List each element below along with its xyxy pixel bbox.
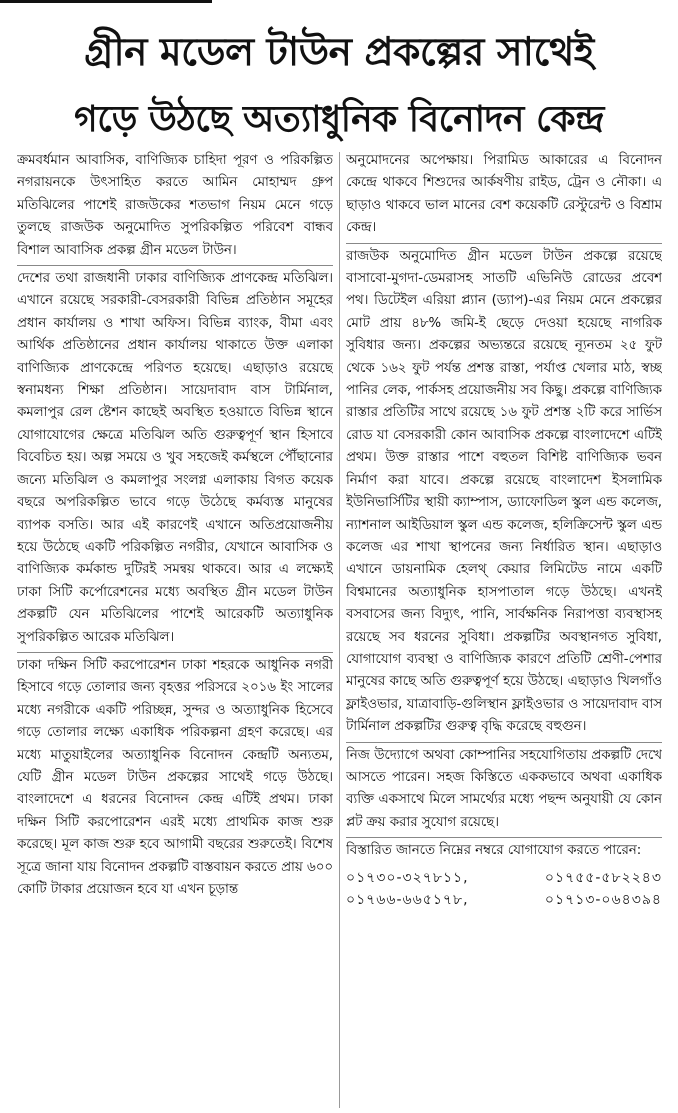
paragraph: ঢাকা দক্ষিন সিটি করপোরেশন ঢাকা শহরকে আধুনিক নগরী হিসাবে গড়ে তোলার জন্য বৃহত্তর পরিসরে ২০১৬ ইং সালের মধ্যে নগরীকে একটি পরিচ্ছন্ন, সুন্দর ও অত্যাধুনিক হিসেবে গড়ে তোলার লক্ষ্যে একাধিক পরিকল্পনা গ্রহণ করেছে। এর মধ্যে মাতুয়াইলের অত্যাধুনিক বিনোদন কেন্দ্রটি অন্যতম, যেটি গ্রীন মডেল টাউন প্রকল্পের সাথেই গড়ে উঠছে। বাংলাদেশে এ ধরনের বিনোদন কেন্দ্র এটিই প্রথম। ঢাকা দক্ষিন সিটি করপোরেশন এরই মধ্যে প্রাথমিক কাজ শুরু করেছে। মূল কাজ শুরু হবে আগামী বছরের শুরুতেই। বিশেষ সূত্রে জানা যায় বিনোদন প্রকল্পটি বাস্তবায়ন করতে প্রায় ৬০০ কোটি টাকার প্রয়োজন হবে যা এখন চূড়ান্ত bbox=[17, 652, 333, 901]
phone-row bbox=[346, 889, 662, 911]
paragraph: রাজউক অনুমোদিত গ্রীন মডেল টাউন প্রকল্পে রয়েছে বাসাবো-মুগদা-ডেমরাসহ সাতটি এভিনিউ রোডের প্রবেশ পথ। ডিটেইল এরিয়া প্ল্যান (ড্যাপ)-এর নিয়ম মেনে প্রকল্পের মোট প্রায় ৪৮% জমি-ই ছেড়ে দেওয়া হয়েছে নাগরিক সুবিধার জন্য। প্রকল্পের অভ্যন্তরে রয়েছে ন্যূনতম ২৫ ফুট থেকে ১৬২ ফুট পর্যন্ত প্রশস্ত রাস্তা, পর্যাপ্ত খেলার মাঠ, স্বচ্ছ পানির লেক, পার্কসহ প্রয়োজনীয় সব কিছু। প্রকল্পে বাণিজ্যিক রাস্তার প্রতিটির সাথে রয়েছে ১৬ ফুট প্রশস্ত ২টি করে সার্ভিস রোড যা বেসরকারী কোন আবাসিক প্রকল্পে বাংলাদেশে এটিই প্রথম। উক্ত রাস্তার পাশে বহুতল বিশিষ্ট বাণিজ্যিক ভবন নির্মাণ করা যাবে। প্রকল্পে রয়েছে বাংলাদেশ ইসলামিক ইউনিভার্সিটির স্থায়ী ক্যাম্পাস, ড্যাফোডিল স্কুল এন্ড কলেজ, ন্যাশনাল আইডিয়াল স্কুল এন্ড কলেজ, হলিক্রিসেন্ট স্কুল এন্ড কলেজ এর শাখা স্থাপনের জন্য নির্ধারিত স্থান। এছাড়াও এখানে ডায়নামিক হেলথ্ কেয়ার লিমিটেড নামে একটি বিশ্বমানের অত্যাধুনিক হাসপাতাল গড়ে উঠছে। এখনই বসবাসের জন্য বিদ্যুৎ, পানি, সার্বক্ষনিক নিরাপত্তা ব্যবস্থাসহ রয়েছে সব ধরনের সুবিধা। প্রকল্পটির অবস্থানগত সুবিধা, যোগাযোগ ব্যবস্থা ও বাণিজ্যিক কারণে প্রতিটি শ্রেণী-পেশার মানুষের কাছে অতি গুরুত্বপূর্ণ হয়ে উঠছে। এছাড়াও খিলগাঁও ফ্লাইওভার, যাত্রাবাড়ি-গুলিস্থান ফ্লাইওভার ও সায়েদাবাদ বাস টার্মিনাল প্রকল্পটির গুরুত্ব বৃদ্ধি করেছে বহুগুন। bbox=[346, 243, 662, 739]
headline-line-1: গ্রীন মডেল টাউন প্রকল্পের সাথেই bbox=[84, 30, 594, 75]
phone-number: ০১৭৬৬-৬৬৫১৭৮, bbox=[346, 892, 469, 908]
right-column bbox=[346, 150, 662, 1110]
phone-list bbox=[346, 867, 662, 912]
phone-number: ০১৭৫৫-৫৮২২৪৩ bbox=[544, 869, 662, 886]
column-divider bbox=[339, 152, 340, 1108]
headline-line-2: গড়ে উঠছে অত্যাধুনিক বিনোদন কেন্দ্র bbox=[74, 99, 604, 140]
phone-number: ০১৭৩০-৩২৭৮১১, bbox=[346, 869, 469, 886]
left-column bbox=[17, 150, 333, 1110]
phone-row bbox=[346, 867, 662, 889]
top-rule bbox=[0, 0, 212, 3]
paragraph: অনুমোদনের অপেক্ষায়। পিরামিড আকারের এ বিনোদন কেন্দ্রে থাকবে শিশুদের আর্কষণীয় রাইড, ট্রেন ও নৌকা। এ ছাড়াও থাকবে ভাল মানের বেশ কয়েকটি রেস্টুরেন্ট ও বিশ্রাম কেন্দ্র। bbox=[346, 153, 662, 236]
contact-intro: বিস্তারিত জানতে নিম্নের নম্বরে যোগাযোগ করতে পারেন: bbox=[346, 837, 662, 862]
paragraph: দেশের তথা রাজধানী ঢাকার বাণিজ্যিক প্রাণকেন্দ্র মতিঝিল। এখানে রয়েছে সরকারী-বেসরকারী বিভিন্ন প্রতিষ্ঠান সমূহের প্রধান কার্যালয় ও শাখা অফিস। বিভিন্ন ব্যাংক, বীমা এবং আর্থিক প্রতিষ্ঠানের প্রধান কার্যালয় থাকাতে উক্ত এলাকা বাণিজ্যিক প্রাণকেন্দ্রে পরিণত হয়েছে। এছাড়াও রয়েছে স্বনামধন্য শিক্ষা প্রতিষ্ঠান। সায়েদাবাদ বাস টার্মিনাল, কমলাপুর রেল ষ্টেশন কাছেই অবস্থিত হওয়াতে বিভিন্ন স্থানে যোগাযোগের ক্ষেত্রে মতিঝিল অতি গুরুত্বপূর্ণ স্থান হিসাবে বিবেচিত হয়। অল্প সময়ে ও খুব সহজেই কর্মস্থলে পৌঁছানোর জন্যে মতিঝিল ও কমলাপুর সংলগ্ন এলাকায় বিগত কয়েক বছরে অপরিকল্পিত ভাবে গড়ে উঠেছে কর্মব্যস্ত মানুষের ব্যাপক বসতি। আর এই কারণেই এখানে অতিপ্রয়োজনীয় হয়ে উঠেছে একটি পরিকল্পিত নগরীর, যেখানে আবাসিক ও বাণিজ্যিক কর্মকান্ড দুটিরই সমন্বয় থাকবে। আর এ লক্ষ্যেই ঢাকা সিটি কর্পোরেশনের মধ্যে অবস্থিত গ্রীন মডেল টাউন প্রকল্পটি যেন মতিঝিলের পাশেই আরেকটি অত্যাধুনিক সুপরিকল্পিত আরেক মতিঝিল। bbox=[17, 265, 333, 649]
paragraph: ক্রমবর্ধমান আবাসিক, বাণিজ্যিক চাহিদা পূরণ ও পরিকল্পিত নগরায়নকে উৎসাহিত করতে আমিন মোহাম্মদ গ্রুপ মতিঝিলের পাশেই রাজউকের শতভাগ নিয়ম মেনে গড়ে তুলছে রাজউক অনুমোদিত সুপরিকল্পিত পরিবেশ বান্ধব বিশাল আবাসিক প্রকল্প গ্রীন মডেল টাউন। bbox=[17, 153, 333, 258]
paragraph: নিজ উদ্যোগে অথবা কোম্পানির সহযোগিতায় প্রকল্পটি দেখে আসতে পারেন। সহজ কিস্তিতে এককভাবে অথবা একাধিক ব্যক্তি একসাথে মিলে সামর্থ্যের মধ্যে পছন্দ অনুযায়ী যে কোন প্লট ক্রয় করার সুযোগ রয়েছে। bbox=[346, 742, 662, 835]
phone-number: ০১৭১৩-০৬৪৩৯৪ bbox=[544, 892, 662, 908]
